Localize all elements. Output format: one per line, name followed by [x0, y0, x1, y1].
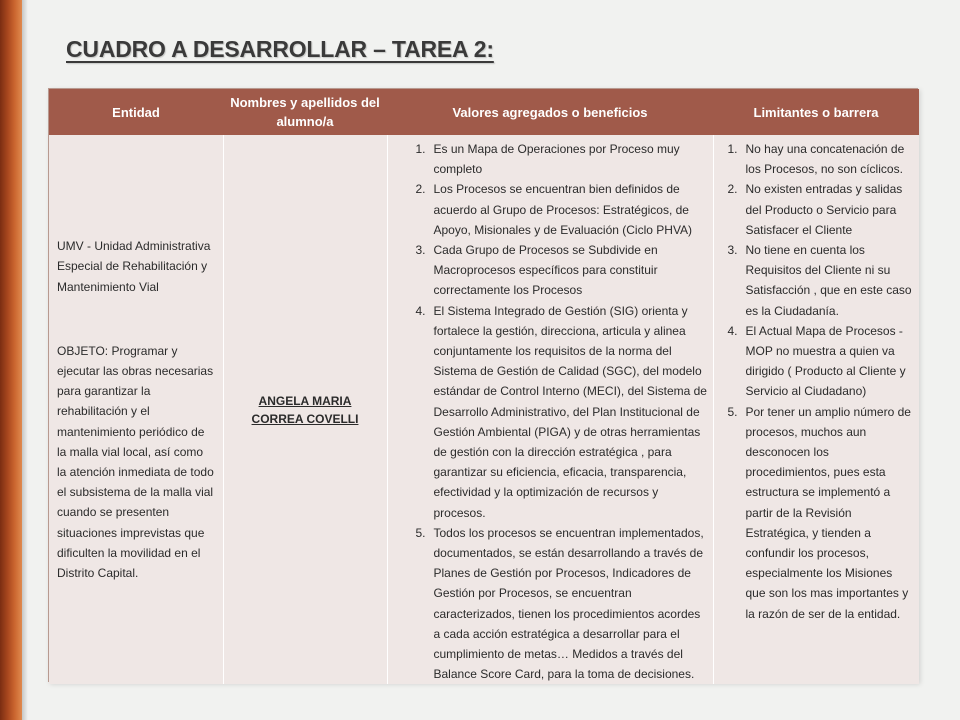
item-number: 5.: [727, 404, 738, 419]
assignment-table: [48, 88, 918, 682]
item-text: Los Procesos se encuentran bien definidos de acuerdo al Grupo de Procesos: Estratégicos, de Apoyo, Misionales y de Evaluación (Ciclo PHVA): [433, 182, 693, 237]
table-row: [49, 135, 919, 684]
item-text: Todos los procesos se encuentran implementados, documentados, se están desarrollando a través de Planes de Gestión por Procesos, Indicadores de Gestión por Procesos, se encuentran caracterizados, tienen los procedimientos acordes a cada acción estratégica a desarrollar para el cumplimiento de metas… Medidos a través del Balance Score Card, para la toma de decisiones.: [433, 525, 704, 682]
item-number: 2.: [727, 182, 738, 197]
item-text: No existen entradas y salidas del Producto o Servicio para Satisfacer el Cliente: [745, 182, 903, 237]
header-limits: Limitantes o barrera: [713, 89, 919, 135]
item-number: 2.: [415, 182, 426, 197]
item-text: Cada Grupo de Procesos se Subdivide en Macroprocesos específicos para constituir correctamente los Procesos: [433, 243, 658, 298]
item-text: No tiene en cuenta los Requisitos del Cliente ni su Satisfacción , que en este caso es la Ciudadanía.: [745, 243, 912, 318]
list-item: [718, 321, 914, 402]
header-entity: Entidad: [49, 89, 223, 135]
list-item: [408, 301, 709, 523]
slide-title: CUADRO A DESARROLLAR – TAREA 2:: [66, 36, 494, 62]
item-number: 3.: [415, 243, 426, 258]
item-text: El Sistema Integrado de Gestión (SIG) orienta y fortalece la gestión, direcciona, articula y alinea conjuntamente los requisitos de la norma del Sistema de Gestión de Calidad (SGC), del modelo estándar de Control Interno (MECI), del Sistema de Desarrollo Administrativo, del Plan Institucional de Gestión Ambiental (PIGA) y de otras herramientas de gestión con la dirección estratégica , para garantizar su eficiencia, eficacia, transparencia, efectividad y la optimización de recursos y procesos.: [433, 303, 707, 520]
student-name: ANGELA MARIA CORREA COVELLI: [223, 135, 387, 684]
list-item: [408, 240, 709, 301]
list-item: [718, 240, 914, 321]
header-student: Nombres y apellidos del alumno/a: [223, 89, 387, 135]
list-item: [718, 139, 914, 179]
item-number: 4.: [415, 303, 426, 318]
item-text: Por tener un amplio número de procesos, muchos aun desconocen los procedimientos, pues esta estructura se implementó a partir de la Revisión Estratégica, y tienden a confundir los procesos, especialmente los Misiones que son los mas importantes y la razón de ser de la entidad.: [745, 404, 911, 621]
item-text: No hay una concatenación de los Procesos, no son cíclicos.: [745, 142, 905, 177]
values-cell: [387, 135, 713, 684]
item-text: Es un Mapa de Operaciones por Proceso muy completo: [433, 142, 680, 177]
list-item: [718, 402, 914, 624]
limits-cell: [713, 135, 919, 684]
item-number: 1.: [415, 142, 426, 156]
list-item: [408, 139, 709, 179]
entity-cell: [49, 135, 223, 684]
list-item: [718, 179, 914, 240]
item-number: 4.: [727, 323, 738, 338]
table-header-row: [49, 89, 919, 135]
item-number: 5.: [415, 525, 426, 540]
decorative-side-bar: [0, 0, 22, 720]
item-number: 3.: [727, 243, 738, 258]
item-text: El Actual Mapa de Procesos - MOP no muestra a quien va dirigido ( Producto al Cliente y Servicio al Ciudadano): [745, 323, 906, 399]
list-item: [408, 523, 709, 685]
entity-name: UMV - Unidad Administrativa Especial de Rehabilitación y Mantenimiento Vial: [57, 239, 211, 294]
limits-list: [718, 139, 914, 624]
table: [49, 89, 919, 684]
list-item: [408, 179, 709, 240]
header-values: Valores agregados o beneficios: [387, 89, 713, 135]
values-list: [408, 139, 709, 684]
entity-object: OBJETO: Programar y ejecutar las obras necesarias para garantizar la rehabilitación y el mantenimiento periódico de la malla vial local, así como la atención inmediata de todo el subsistema de la malla vial cuando se presenten situaciones imprevistas que dificulten la movilidad en el Distrito Capital.: [57, 343, 214, 581]
item-number: 1.: [727, 142, 738, 156]
